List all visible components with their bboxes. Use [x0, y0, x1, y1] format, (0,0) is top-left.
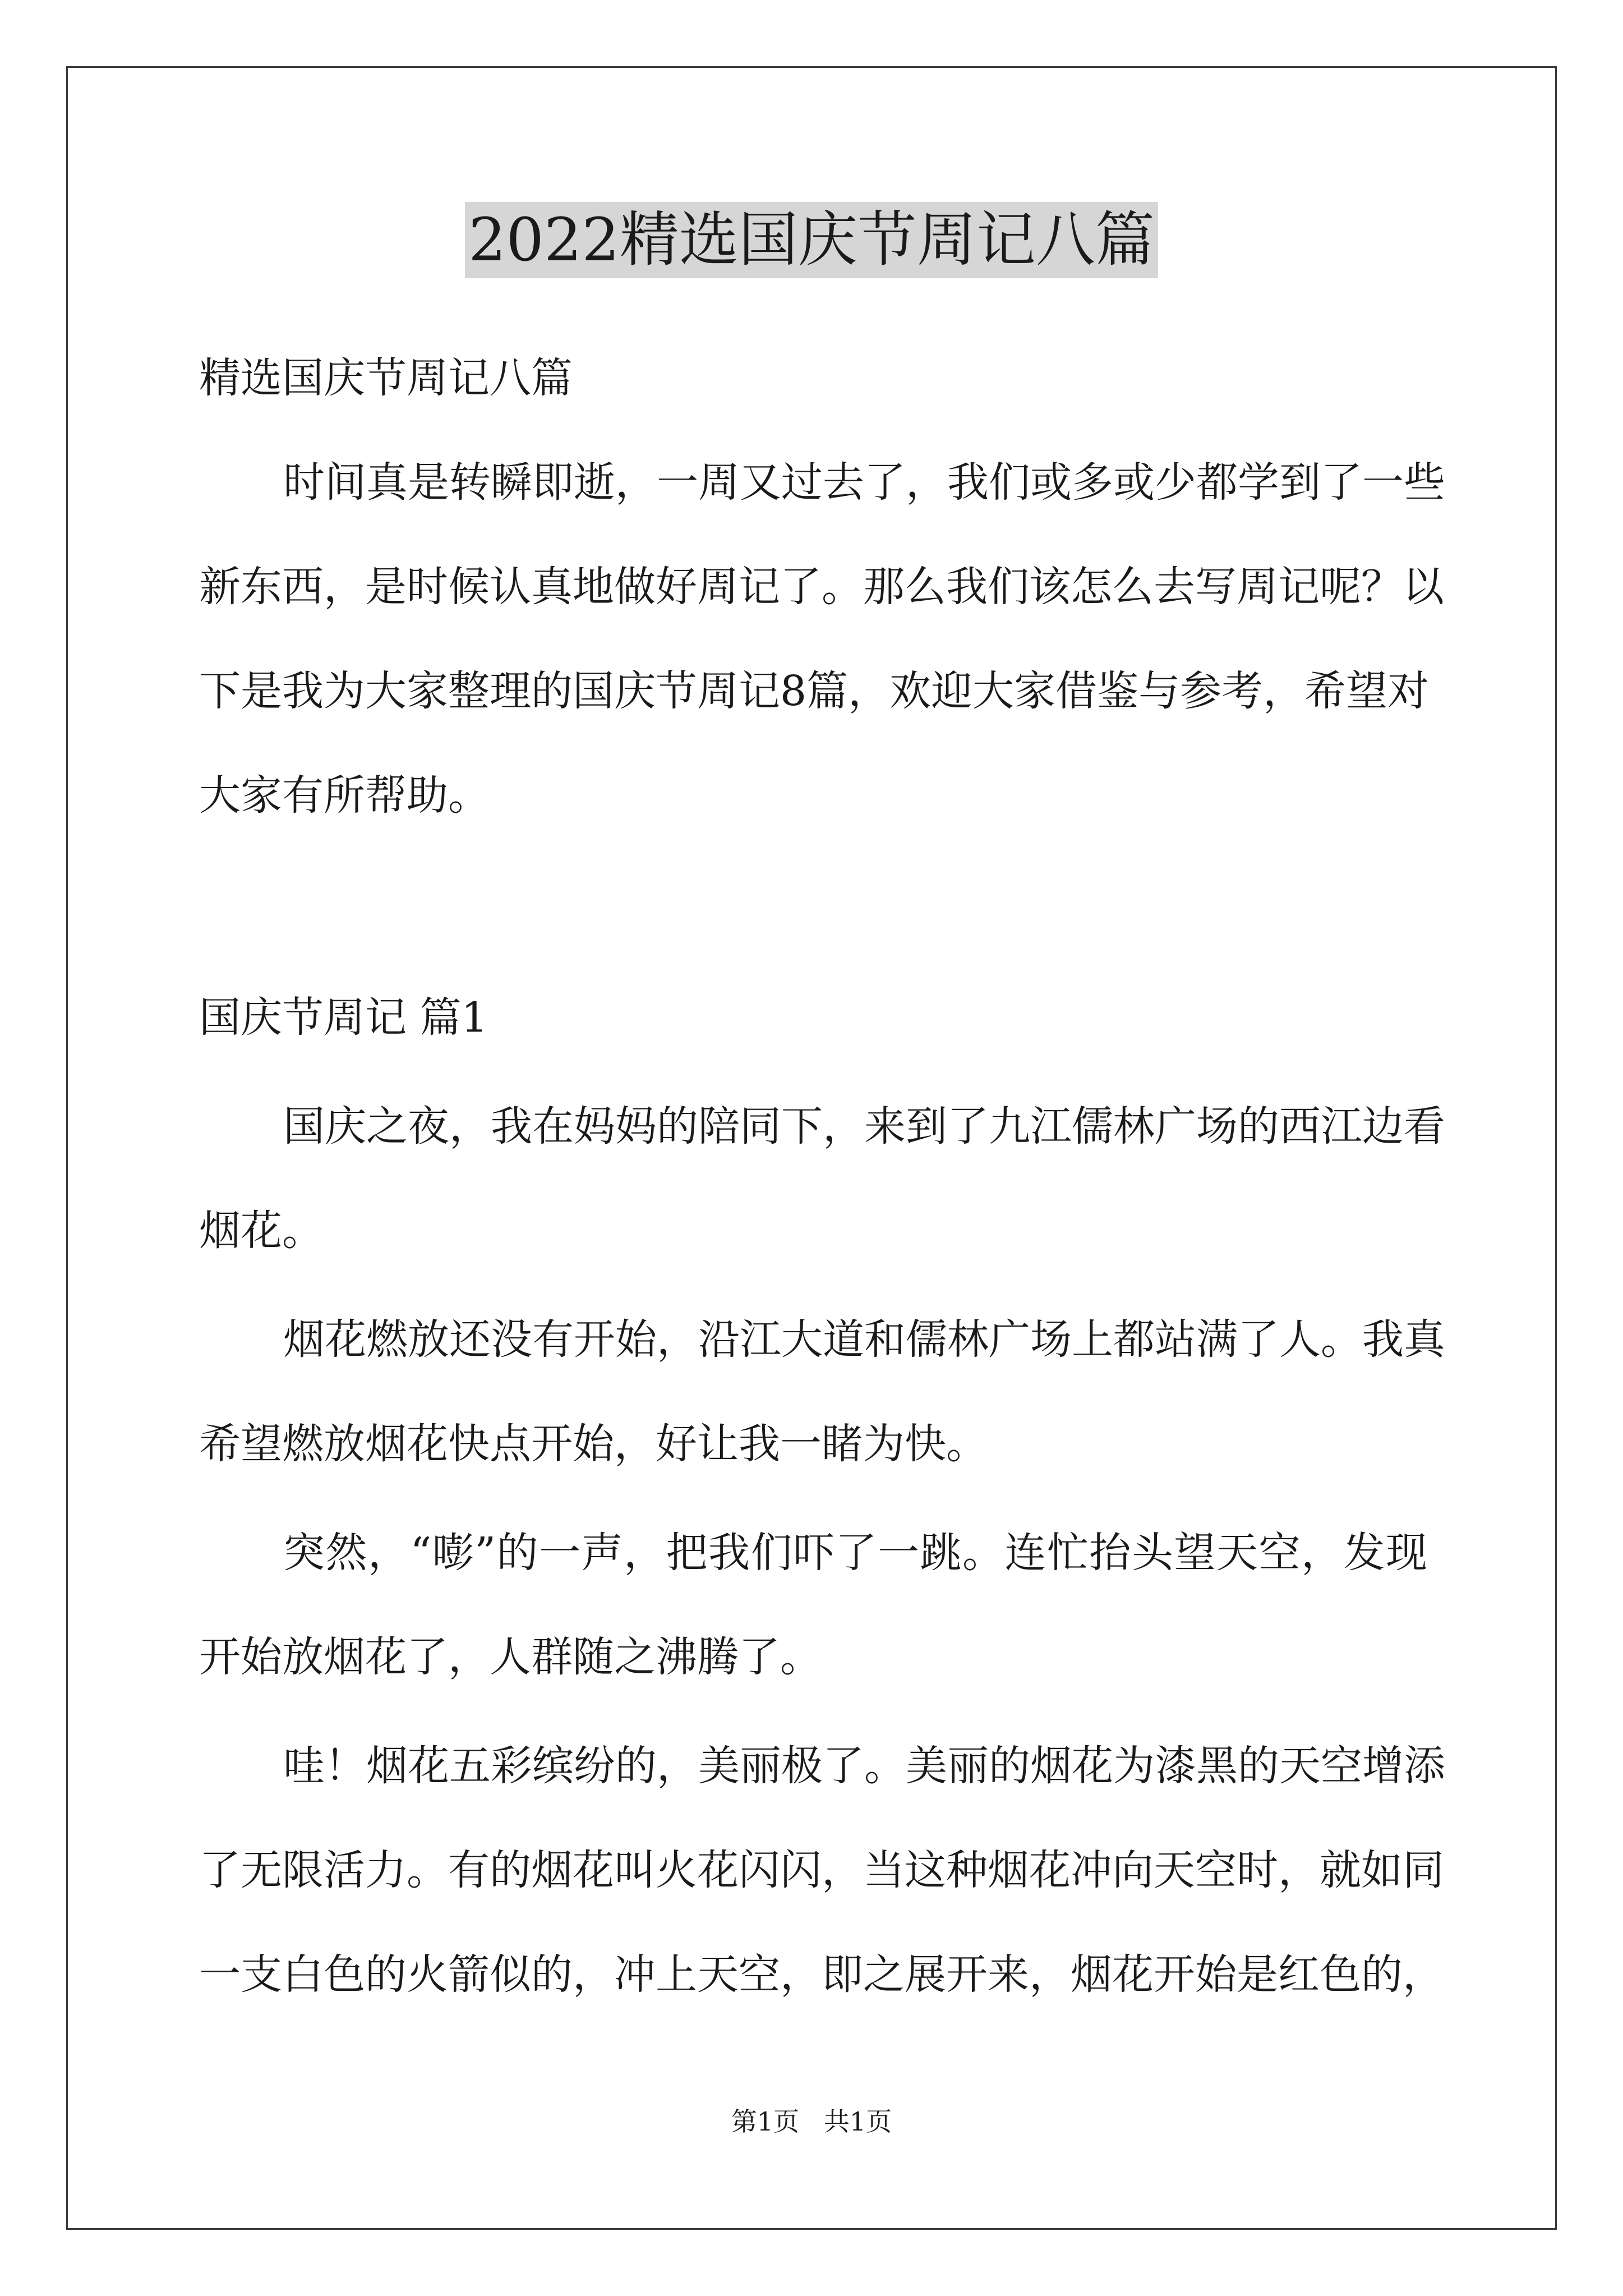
title-container	[0, 202, 1623, 278]
paragraph-1-line-1: 国庆之夜，我在妈妈的陪同下，来到了九江儒林广场的西江边看	[283, 1102, 1445, 1151]
intro-line-1: 时间真是转瞬即逝，一周又过去了，我们或多或少都学到了一些	[283, 458, 1445, 507]
page-footer: 第1页 共1页	[731, 2106, 892, 2137]
section-heading: 国庆节周记 篇1	[199, 993, 488, 1042]
paragraph-2-line-1: 烟花燃放还没有开始，沿江大道和儒林广场上都站满了人。我真	[283, 1315, 1445, 1364]
intro-line-3: 下是我为大家整理的国庆节周记8篇，欢迎大家借鉴与参考，希望对	[199, 667, 1430, 715]
intro-line-4: 大家有所帮助。	[199, 771, 490, 820]
paragraph-4-line-1: 哇！烟花五彩缤纷的，美丽极了。美丽的烟花为漆黑的天空增添	[283, 1742, 1445, 1790]
document-title: 2022精选国庆节周记八篇	[465, 202, 1158, 278]
paragraph-4-line-3: 一支白色的火箭似的，冲上天空，即之展开来，烟花开始是红色的，	[199, 1950, 1444, 1999]
paragraph-2-line-2: 希望燃放烟花快点开始，好让我一睹为快。	[199, 1420, 988, 1468]
paragraph-3-line-2: 开始放烟花了，人群随之沸腾了。	[199, 1633, 822, 1681]
paragraph-1-line-2: 烟花。	[199, 1207, 324, 1255]
paragraph-3-line-1: 突然，“嘭”的一声，把我们吓了一跳。连忙抬头望天空，发现	[283, 1529, 1427, 1577]
document-subtitle: 精选国庆节周记八篇	[199, 354, 573, 402]
intro-line-2: 新东西，是时候认真地做好周记了。那么我们该怎么去写周记呢？以	[199, 563, 1444, 611]
paragraph-4-line-2: 了无限活力。有的烟花叫火花闪闪，当这种烟花冲向天空时，就如同	[199, 1846, 1444, 1894]
